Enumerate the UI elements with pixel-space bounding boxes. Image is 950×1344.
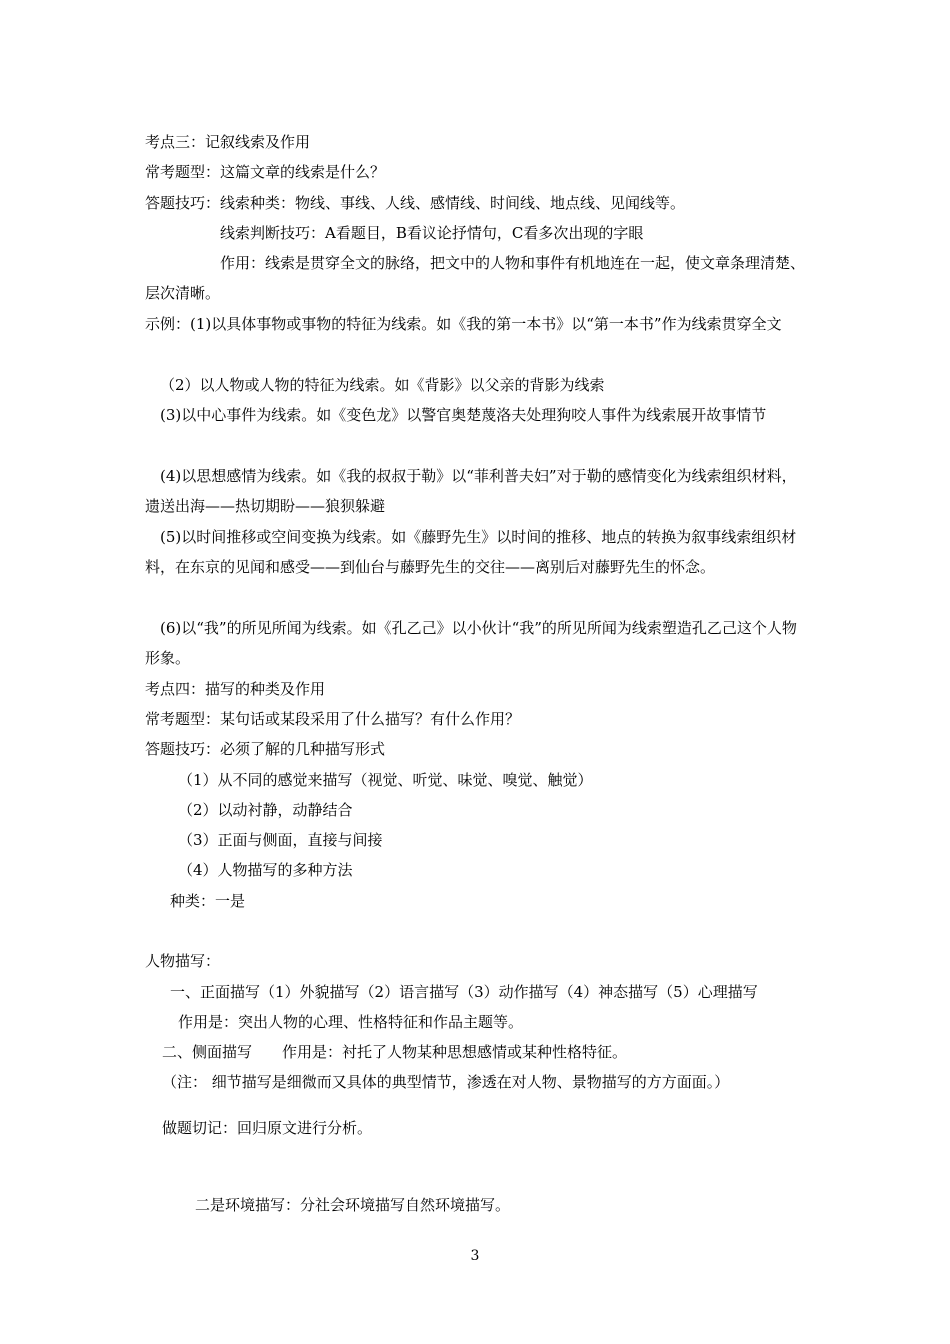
heading-point-three: 考点三：记叙线索及作用 <box>145 133 311 151</box>
description-form-1: （1）从不同的感觉来描写（视觉、听觉、味觉、嗅觉、触觉） <box>178 771 593 789</box>
description-form-2: （2）以动衬静，动静结合 <box>178 801 353 819</box>
clue-function-paragraph: 作用：线索是贯穿全文的脉络，把文中的人物和事件有机地连在一起，使文章条理清楚、层次清晰。 <box>145 254 806 302</box>
example-3-paragraph: (3)以中心事件为线索。如《变色龙》以警官奥楚蔑洛夫处理狗咬人事件为线索展开故事情节 <box>160 406 767 424</box>
example-2-line: （2）以人物或人物的特征为线索。如《背影》以父亲的背影为线索 <box>160 376 605 394</box>
example-6-paragraph: (6)以“我”的所见所闻为线索。如《孔乙己》以小伙计“我”的所见所闻为线索塑造孔乙己这个人物形象。 <box>145 619 797 667</box>
description-tips-line: 答题技巧：必须了解的几种描写形式 <box>145 740 386 758</box>
answer-tips-line: 答题技巧：线索种类：物线、事线、人线、感情线、时间线、地点线、见闻线等。 <box>145 194 686 212</box>
description-form-4: （4）人物描写的多种方法 <box>178 861 353 879</box>
question-type-line: 常考题型：这篇文章的线索是什么？ <box>145 163 386 181</box>
description-question-line: 常考题型：某句话或某段采用了什么描写？有什么作用？ <box>145 710 521 728</box>
direct-function-line: 作用是：突出人物的心理、性格特征和作品主题等。 <box>178 1013 524 1031</box>
heading-point-four: 考点四：描写的种类及作用 <box>145 680 326 698</box>
types-line: 种类：一是 <box>170 892 246 910</box>
clue-judgment-line: 线索判断技巧：A看题目，B看议论抒情句，C看多次出现的字眼 <box>220 224 644 242</box>
indirect-description-line: 二、侧面描写 作用是：衬托了人物某种思想感情或某种性格特征。 <box>162 1043 628 1061</box>
description-form-3: （3）正面与侧面，直接与间接 <box>178 831 383 849</box>
reminder-line: 做题切记：回归原文进行分析。 <box>162 1119 373 1137</box>
example-1-paragraph: 示例：(1)以具体事物或事物的特征为线索。如《我的第一本书》以“第一本书”作为线索贯穿全文 <box>145 315 782 333</box>
example-5-paragraph: (5)以时间推移或空间变换为线索。如《藤野先生》以时间的推移、地点的转换为叙事线索组织材料，在东京的见闻和感受——到仙台与藤野先生的交往——离别后对藤野先生的怀念。 <box>145 528 797 576</box>
character-description-heading: 人物描写： <box>145 952 221 970</box>
example-4-paragraph: (4)以思想感情为线索。如《我的叔叔于勒》以“菲利普夫妇”对于勒的感情变化为线索组织材料，遗送出海——热切期盼——狼狈躲避 <box>145 467 797 515</box>
page-number: 3 <box>470 1248 480 1264</box>
note-line: （注： 细节描写是细微而又具体的典型情节，渗透在对人物、景物描写的方方面面。） <box>162 1073 730 1091</box>
environment-description-line: 二是环境描写：分社会环境描写自然环境描写。 <box>195 1196 511 1214</box>
direct-description-line: 一、正面描写（1）外貌描写（2）语言描写（3）动作描写（4）神态描写（5）心理描写 <box>170 983 758 1001</box>
